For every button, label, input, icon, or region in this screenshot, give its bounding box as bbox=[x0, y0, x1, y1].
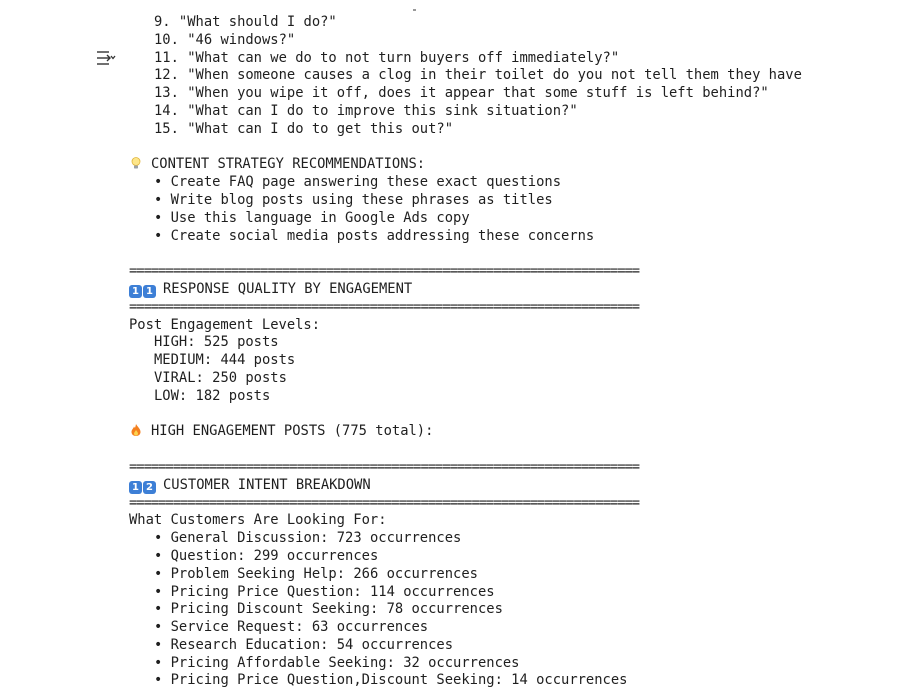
keycap-digit: 2 bbox=[143, 481, 156, 494]
strategy-item: • Create FAQ page answering these exact questions bbox=[154, 174, 562, 191]
keycap-11-icon bbox=[129, 281, 157, 299]
intent-item: • Pricing Price Question,Discount Seeking: 14 occurrences bbox=[154, 672, 628, 689]
fire-icon bbox=[129, 423, 145, 437]
content-strategy-title: CONTENT STRATEGY RECOMMENDATIONS: bbox=[151, 156, 426, 173]
intent-item: • Pricing Discount Seeking: 78 occurrences bbox=[154, 601, 503, 618]
intent-item: • Pricing Affordable Seeking: 32 occurrences bbox=[154, 654, 520, 671]
blank-line bbox=[129, 139, 889, 157]
question-line: 13. "When you wipe it off, does it appear that some stuff is left behind?" bbox=[154, 85, 769, 102]
keycap-12-icon bbox=[129, 477, 157, 495]
engagement-level: HIGH: 525 posts bbox=[154, 334, 279, 351]
engagement-level: LOW: 182 posts bbox=[154, 387, 271, 404]
blank-line bbox=[129, 406, 889, 424]
divider-rule: ====================================================================== bbox=[129, 494, 640, 511]
intent-item: • Question: 299 occurrences bbox=[154, 547, 379, 564]
question-line: 12. "When someone causes a clog in their toilet do you not tell them they have bbox=[154, 67, 802, 84]
content-strategy-heading bbox=[129, 156, 889, 174]
section-11-heading bbox=[129, 281, 889, 299]
high-engagement-text: HIGH ENGAGEMENT POSTS (775 total): bbox=[151, 423, 434, 440]
intent-item: • Problem Seeking Help: 266 occurrences bbox=[154, 565, 478, 582]
section-11-title: RESPONSE QUALITY BY ENGAGEMENT bbox=[163, 280, 413, 297]
strategy-item: • Use this language in Google Ads copy bbox=[154, 209, 470, 226]
section-12-title: CUSTOMER INTENT BREAKDOWN bbox=[163, 476, 371, 493]
question-line: 14. "What can I do to improve this sink situation?" bbox=[154, 102, 578, 119]
blank-line bbox=[129, 441, 889, 459]
high-engagement-heading bbox=[129, 423, 889, 441]
top-edge-mark bbox=[413, 9, 416, 11]
keycap-digit: 1 bbox=[143, 285, 156, 298]
intent-item: • General Discussion: 723 occurrences bbox=[154, 530, 462, 547]
intent-item: • Pricing Price Question: 114 occurrences bbox=[154, 583, 495, 600]
question-line: 11. "What can we do to not turn buyers off immediately?" bbox=[154, 49, 620, 66]
question-line: 10. "46 windows?" bbox=[154, 31, 296, 48]
output-toggle-icon[interactable] bbox=[95, 49, 117, 67]
engagement-level: VIRAL: 250 posts bbox=[154, 369, 287, 386]
blank-line bbox=[129, 245, 889, 263]
intent-item: • Service Request: 63 occurrences bbox=[154, 619, 429, 636]
question-line: 15. "What can I do to get this out?" bbox=[154, 120, 454, 137]
strategy-item: • Write blog posts using these phrases as titles bbox=[154, 191, 553, 208]
divider-rule: ====================================================================== bbox=[129, 458, 640, 475]
engagement-label: Post Engagement Levels: bbox=[129, 316, 321, 333]
strategy-item: • Create social media posts addressing these concerns bbox=[154, 227, 595, 244]
divider-rule: ====================================================================== bbox=[129, 298, 640, 315]
lightbulb-icon bbox=[129, 156, 145, 170]
divider-rule: ====================================================================== bbox=[129, 263, 640, 280]
keycap-digit: 1 bbox=[129, 481, 142, 494]
engagement-level: MEDIUM: 444 posts bbox=[154, 352, 296, 369]
intent-item: • Research Education: 54 occurrences bbox=[154, 636, 454, 653]
keycap-digit: 1 bbox=[129, 285, 142, 298]
question-line: 9. "What should I do?" bbox=[154, 14, 337, 30]
section-12-heading bbox=[129, 477, 889, 495]
cell-output bbox=[129, 14, 889, 700]
intent-label: What Customers Are Looking For: bbox=[129, 512, 387, 529]
